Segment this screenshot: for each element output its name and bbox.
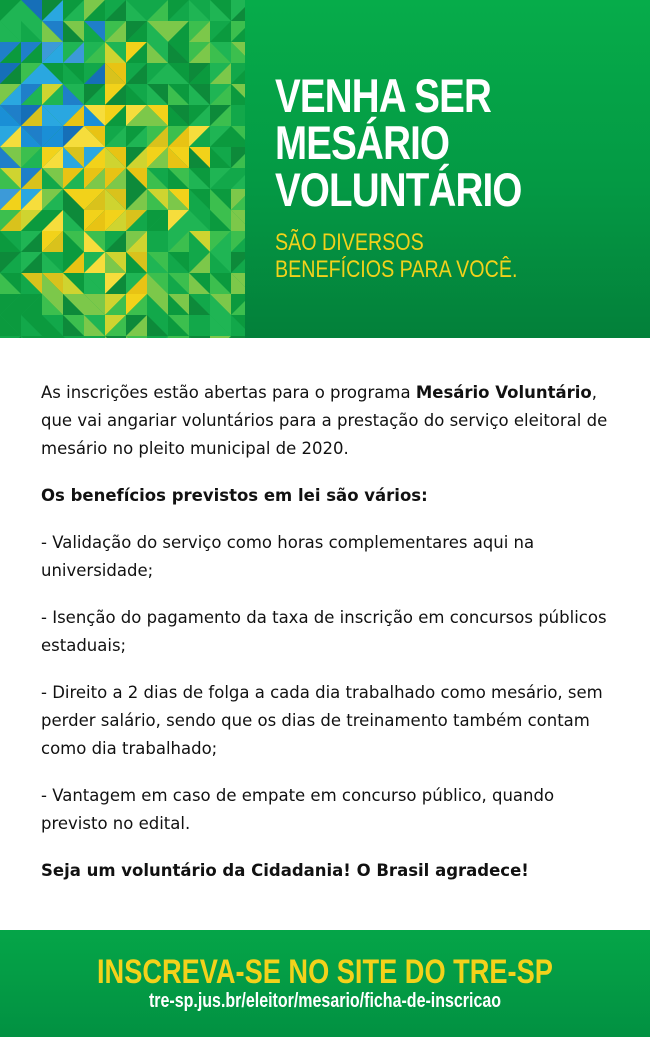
closing-line: [41, 857, 616, 885]
mosaic-tile: [168, 336, 189, 338]
mosaic-tile: [84, 336, 105, 338]
mosaic-tile: [231, 336, 245, 338]
benefits-heading: [41, 482, 616, 510]
footer-banner: [0, 930, 650, 1037]
mosaic-tile: [189, 336, 210, 338]
benefits-heading-text: Os benefícios previstos em lei são vários:: [41, 486, 428, 505]
hero-subtitle-line: BENEFÍCIOS PARA VOCÊ.: [275, 256, 518, 283]
hero-title-line: VENHA SER: [275, 69, 492, 122]
hero-title-line: MESÁRIO: [275, 116, 450, 169]
hero-text: [275, 69, 635, 283]
program-name: Mesário Voluntário: [415, 383, 592, 402]
mosaic-tile: [63, 336, 84, 338]
mosaic-tile: [126, 336, 147, 338]
closing-text: Seja um voluntário da Cidadania! O Brasil agradece!: [41, 861, 529, 880]
hero-subtitle-line: SÃO DIVERSOS: [275, 229, 424, 256]
intro-text-continued: , que vai angariar voluntários para a prestação do serviço eleitoral de mesário no pleito municipal de 2020.: [41, 383, 608, 458]
mosaic-tile: [105, 336, 126, 338]
geometric-mosaic-artwork: [0, 0, 245, 338]
mosaic-tile: [21, 336, 42, 338]
benefit-item: - Direito a 2 dias de folga a cada dia trabalhado como mesário, sem perder salário, sendo que os dias de treinamento também contam como dia trabalhado;: [41, 683, 603, 758]
hero-subtitle: [275, 229, 570, 283]
benefit-item: - Vantagem em caso de empate em concurso público, quando previsto no edital.: [41, 786, 555, 833]
hero-title-line: VOLUNTÁRIO: [275, 163, 522, 216]
footer-title: INSCREVA-SE NO SITE DO TRE-SP: [97, 953, 553, 991]
hero-title: [275, 69, 570, 216]
mosaic-tile: [210, 336, 231, 338]
mosaic-tile: [147, 336, 168, 338]
registration-link[interactable]: tre-sp.jus.br/eleitor/mesario/ficha-de-inscricao: [148, 990, 502, 1012]
intro-paragraph: [41, 379, 616, 463]
hero-banner: [0, 0, 650, 338]
mosaic-tile: [42, 336, 63, 338]
mosaic-tile: [0, 336, 21, 338]
benefit-item: - Isenção do pagamento da taxa de inscrição em concursos públicos estaduais;: [41, 608, 607, 655]
benefit-item: - Validação do serviço como horas complementares aqui na universidade;: [41, 533, 535, 580]
body-content: [41, 379, 616, 904]
intro-text: As inscrições estão abertas para o programa: [41, 383, 416, 402]
